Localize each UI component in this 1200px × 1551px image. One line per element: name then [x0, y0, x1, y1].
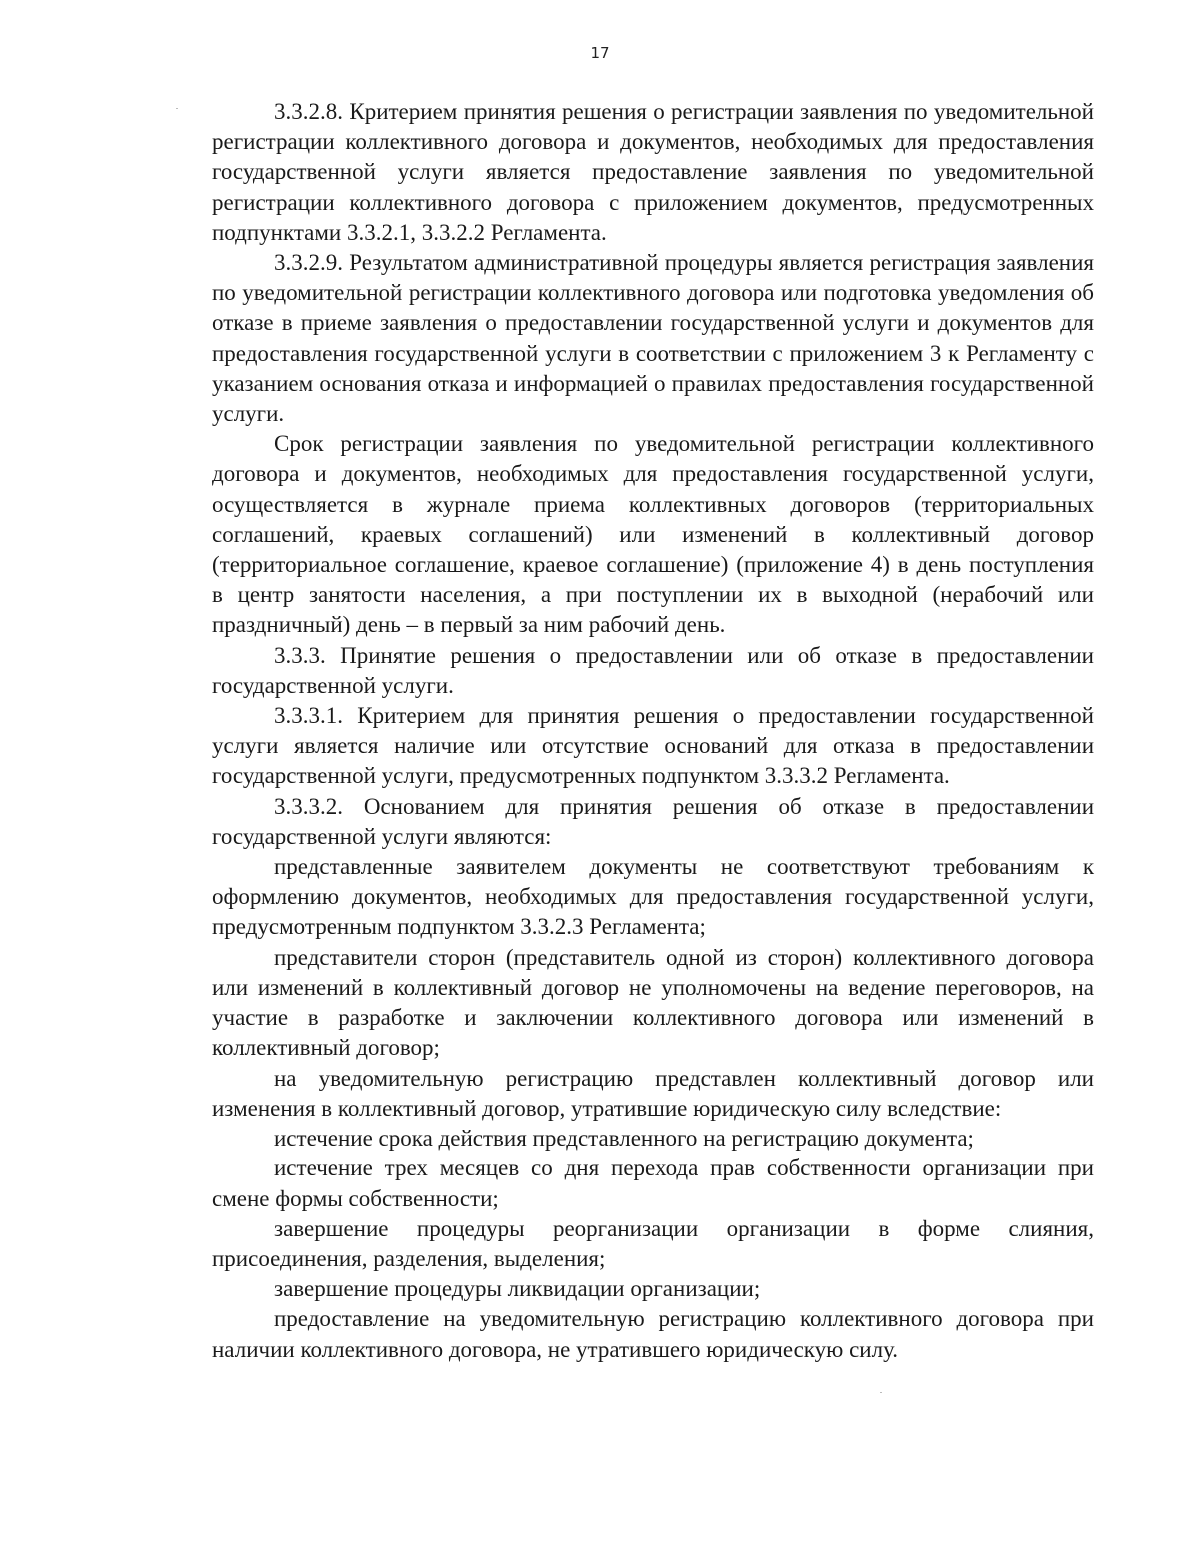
paragraph-3-3-3: 3.3.3. Принятие решения о предоставлении или об отказе в предоставлении государственной услуги.	[212, 642, 1094, 698]
scan-artifact	[880, 1392, 882, 1393]
page-number: 17	[590, 44, 610, 62]
paragraph-3-3-3-2: 3.3.3.2. Основанием для принятия решения об отказе в предоставлении государственной услуги являются:	[212, 793, 1094, 849]
sub-item-liquidation: завершение процедуры ликвидации организации;	[274, 1276, 761, 1302]
paragraph-3-3-2-9: 3.3.2.9. Результатом административной процедуры является регистрация заявления по уведомительной регистрации коллективного договора или подготовка уведомления об отказе в приеме заявления о предоставлении государственной услуги и документов для предоставления государственной услуги в соответствии с приложением 3 к Регламенту с указанием основания отказа и информацией о правилах предоставления государственной услуги.	[212, 250, 1094, 427]
list-item-expired-agreement: на уведомительную регистрацию представлен коллективный договор или изменения в коллективный договор, утратившие юридическую силу вследствие:	[212, 1065, 1094, 1121]
sub-item-ownership-change: истечение трех месяцев со дня перехода прав собственности организации при смене формы собственности;	[212, 1155, 1094, 1211]
paragraph-3-3-2-8: 3.3.2.8. Критерием принятия решения о регистрации заявления по уведомительной регистрации коллективного договора и документов, необходимых для предоставления государственной услуги является предоставление заявления по уведомительной регистрации коллективного договора с приложением документов, предусмотренных подпунктами 3.3.2.1, 3.3.2.2 Регламента.	[212, 99, 1094, 245]
sub-item-term-expiry: истечение срока действия представленного на регистрацию документа;	[274, 1125, 974, 1151]
scan-artifact	[176, 108, 178, 109]
document-body	[212, 97, 1094, 1365]
list-item-not-authorized: представители сторон (представитель одной из сторон) коллективного договора или изменений в коллективный договор не уполномочены на ведение переговоров, на участие в разработке и заключении коллективного договора или изменений в коллективный договор;	[212, 944, 1094, 1061]
list-item-documents-mismatch: представленные заявителем документы не соответствуют требованиям к оформлению документов, необходимых для предоставления государственной услуги, предусмотренным подпунктом 3.3.2.3 Регламента;	[212, 854, 1094, 940]
list-item-existing-agreement: предоставление на уведомительную регистрацию коллективного договора при наличии коллективного договора, не утратившего юридическую силу.	[212, 1306, 1094, 1362]
sub-item-reorganization: завершение процедуры реорганизации организации в форме слияния, присоединения, разделения, выделения;	[212, 1215, 1094, 1272]
paragraph-3-3-3-1: 3.3.3.1. Критерием для принятия решения о предоставлении государственной услуги является наличие или отсутствие оснований для отказа в предоставлении государственной услуги, предусмотренных подпунктом 3.3.3.2 Регламента.	[212, 703, 1094, 789]
paragraph-registration-term: Срок регистрации заявления по уведомительной регистрации коллективного договора и документов, необходимых для предоставления государственной услуги, осуществляется в журнале приема коллективных договоров (территориальных соглашений, краевых соглашений) или изменений в коллективный договор (территориальное соглашение, краевое соглашение) (приложение 4) в день поступления в центр занятости населения, а при поступлении их в выходной (нерабочий или праздничный) день – в первый за ним рабочий день.	[212, 431, 1094, 638]
